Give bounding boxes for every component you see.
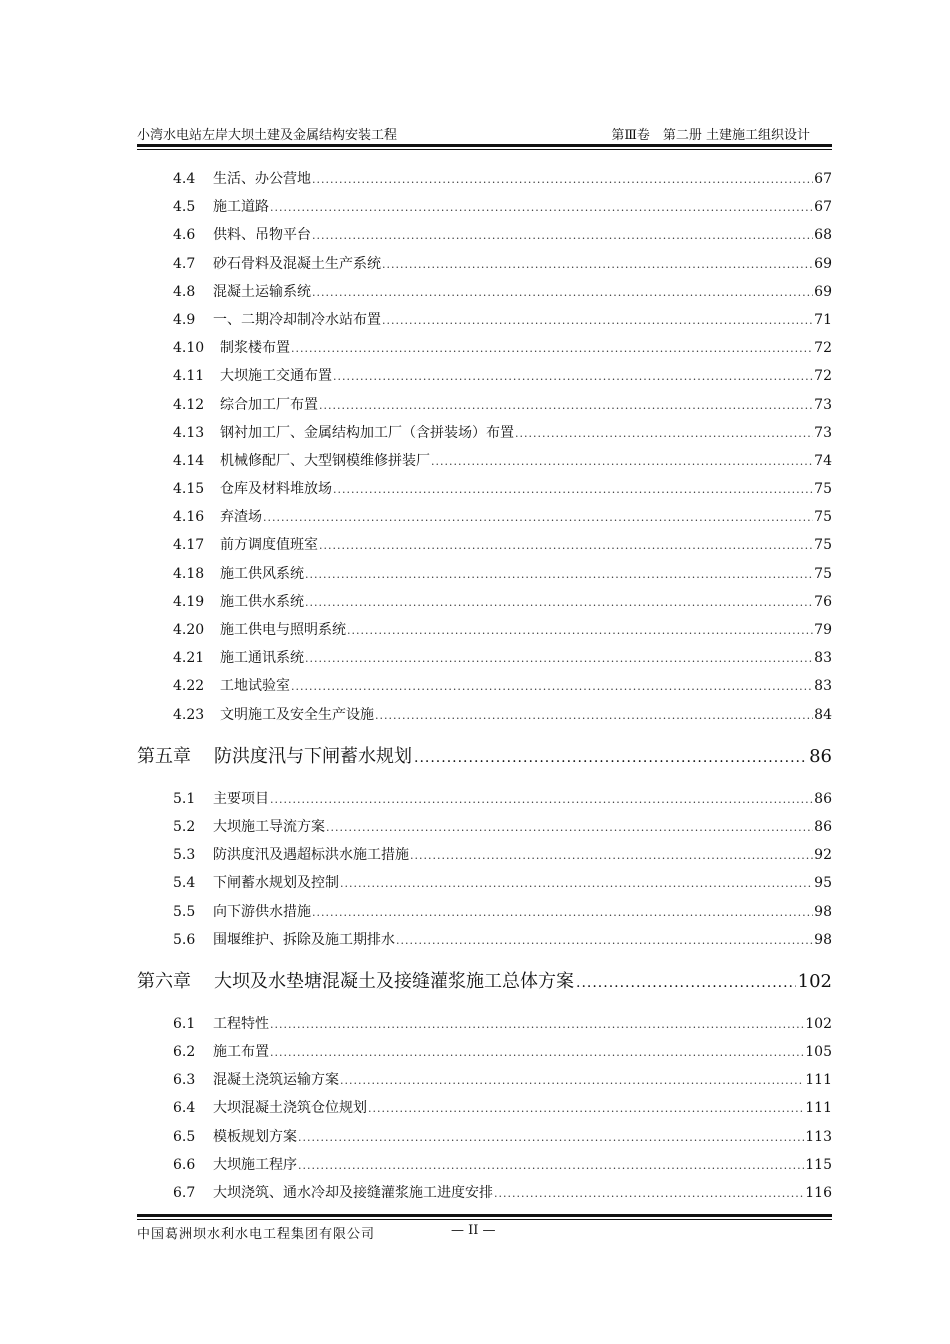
entry-number: 4.12 — [173, 396, 205, 413]
header-rule-thick — [137, 144, 832, 147]
leader-dots — [576, 966, 796, 1000]
entry-title: 施工供风系统 — [220, 565, 304, 582]
leader-dots — [333, 483, 813, 496]
toc-entry[interactable] — [137, 1154, 832, 1182]
entry-page: 69 — [814, 283, 832, 300]
toc-entry[interactable] — [137, 563, 832, 591]
entry-page: 111 — [805, 1072, 832, 1089]
entry-number: 4.8 — [173, 283, 196, 300]
leader-dots — [312, 229, 813, 242]
toc-entry[interactable] — [137, 647, 832, 675]
leader-dots — [298, 1159, 804, 1172]
entry-page: 102 — [805, 1015, 832, 1032]
entry-number: 4.14 — [173, 452, 205, 469]
entry-page: 73 — [814, 424, 832, 441]
entry-title: 大坝施工程序 — [213, 1156, 297, 1173]
entry-number: 5.6 — [173, 931, 196, 948]
entry-title: 施工通讯系统 — [220, 650, 304, 667]
page-header — [137, 120, 832, 142]
chapter-number: 第五章 — [137, 745, 191, 767]
leader-dots — [382, 258, 813, 271]
entry-title: 防洪度汛及遇超标洪水施工措施 — [213, 847, 409, 864]
toc-entry[interactable] — [137, 1069, 832, 1097]
toc-section-4 — [137, 168, 832, 732]
entry-number: 4.7 — [173, 255, 196, 272]
header-rule-thin — [137, 149, 832, 150]
entry-number: 6.7 — [173, 1185, 196, 1201]
entry-title: 大坝施工交通布置 — [220, 368, 332, 385]
entry-number: 5.5 — [173, 903, 196, 920]
entry-page: 71 — [814, 311, 832, 328]
toc-entry[interactable] — [137, 253, 832, 281]
leader-dots — [305, 652, 813, 665]
leader-dots — [319, 399, 813, 412]
entry-number: 4.10 — [173, 340, 205, 357]
entry-number: 4.4 — [173, 171, 196, 187]
entry-title: 制浆楼布置 — [220, 340, 290, 357]
leader-dots — [312, 286, 813, 299]
toc-entry[interactable] — [137, 844, 832, 872]
entry-page: 69 — [814, 255, 832, 272]
leader-dots — [270, 201, 813, 214]
toc-entry[interactable] — [137, 901, 832, 929]
entry-title: 机械修配厂、大型钢模维修拼装厂 — [220, 452, 430, 469]
leader-dots — [347, 624, 813, 637]
entry-page: 86 — [814, 790, 832, 807]
entry-number: 6.6 — [173, 1156, 196, 1173]
entry-page: 95 — [814, 875, 832, 892]
leader-dots — [375, 709, 813, 722]
entry-number: 6.3 — [173, 1072, 196, 1089]
leader-dots — [431, 455, 813, 468]
toc-entry[interactable] — [137, 394, 832, 422]
entry-title: 围堰维护、拆除及施工期排水 — [213, 931, 395, 948]
entry-number: 6.4 — [173, 1100, 196, 1117]
entry-page: 98 — [814, 903, 832, 920]
leader-dots — [291, 680, 813, 693]
entry-page: 72 — [814, 368, 832, 385]
entry-page: 73 — [814, 396, 832, 413]
entry-title: 综合加工厂布置 — [220, 396, 318, 413]
leader-dots — [291, 342, 813, 355]
entry-title: 下闸蓄水规划及控制 — [213, 875, 339, 892]
entry-title: 混凝土浇筑运输方案 — [213, 1072, 339, 1089]
entry-title: 弃渣场 — [220, 509, 262, 526]
entry-number: 4.13 — [173, 424, 205, 441]
toc-entry[interactable] — [137, 619, 832, 647]
entry-number: 4.19 — [173, 593, 205, 610]
header-project-title: 小湾水电站左岸大坝土建及金属结构安装工程 — [137, 128, 398, 143]
leader-dots — [270, 1046, 804, 1059]
entry-number: 4.6 — [173, 227, 196, 244]
leader-dots — [494, 1187, 804, 1200]
entry-title: 前方调度值班室 — [220, 537, 318, 554]
leader-dots — [298, 1131, 804, 1144]
entry-page: 76 — [814, 593, 832, 610]
chapter-number: 第六章 — [137, 970, 191, 992]
entry-number: 4.16 — [173, 509, 205, 526]
toc-entry[interactable] — [137, 1041, 832, 1069]
entry-page: 115 — [805, 1156, 832, 1173]
entry-title: 文明施工及安全生产设施 — [220, 706, 374, 723]
toc-section-6 — [137, 1013, 832, 1210]
entry-number: 6.1 — [173, 1015, 196, 1032]
entry-page: 67 — [814, 199, 832, 216]
toc-entry[interactable] — [137, 1182, 832, 1210]
entry-number: 4.17 — [173, 537, 205, 554]
toc-entry[interactable] — [137, 196, 832, 224]
leader-dots — [368, 1102, 804, 1115]
entry-title: 工程特性 — [213, 1015, 269, 1032]
entry-number: 4.21 — [173, 650, 205, 667]
entry-page: 75 — [814, 537, 832, 554]
toc-entry[interactable] — [137, 450, 832, 478]
leader-dots — [319, 539, 813, 552]
entry-title: 大坝施工导流方案 — [213, 818, 325, 835]
toc-section-5 — [137, 788, 832, 957]
toc-entry[interactable] — [137, 1013, 832, 1041]
leader-dots — [270, 793, 813, 806]
entry-number: 4.5 — [173, 199, 196, 216]
entry-number: 4.20 — [173, 622, 205, 638]
entry-title: 施工道路 — [213, 199, 269, 216]
toc-entry[interactable] — [137, 675, 832, 703]
entry-title: 主要项目 — [213, 790, 269, 807]
leader-dots — [340, 1074, 804, 1087]
entry-title: 向下游供水措施 — [213, 903, 311, 920]
entry-page: 83 — [814, 650, 832, 667]
entry-page: 92 — [814, 847, 832, 864]
entry-title: 供料、吊物平台 — [213, 227, 311, 244]
entry-number: 4.15 — [173, 481, 205, 498]
entry-page: 79 — [814, 622, 832, 638]
leader-dots — [270, 1018, 804, 1031]
entry-title: 大坝混凝土浇筑仓位规划 — [213, 1100, 367, 1117]
entry-page: 98 — [814, 931, 832, 948]
entry-page: 113 — [805, 1128, 832, 1145]
entry-title: 仓库及材料堆放场 — [220, 481, 332, 498]
entry-title: 混凝土运输系统 — [213, 283, 311, 300]
chapter-title: 防洪度汛与下闸蓄水规划 — [214, 745, 412, 767]
toc-chapter-6[interactable] — [137, 965, 832, 999]
footer-page-number: — II — — [451, 1223, 496, 1238]
leader-dots — [305, 596, 813, 609]
entry-number: 5.3 — [173, 847, 196, 864]
entry-number: 5.1 — [173, 790, 196, 807]
entry-page: 75 — [814, 565, 832, 582]
toc-entry[interactable] — [137, 224, 832, 252]
toc-entry[interactable] — [137, 168, 832, 196]
toc-chapter-5[interactable] — [137, 740, 832, 774]
leader-dots — [312, 173, 813, 186]
toc-entry[interactable] — [137, 506, 832, 534]
entry-page: 86 — [814, 818, 832, 835]
entry-title: 施工布置 — [213, 1044, 269, 1061]
toc-entry[interactable] — [137, 478, 832, 506]
entry-title: 大坝浇筑、通水冷却及接缝灌浆施工进度安排 — [213, 1185, 493, 1201]
entry-number: 6.5 — [173, 1128, 196, 1145]
entry-number: 5.4 — [173, 875, 196, 892]
footer-rule-thin — [137, 1219, 832, 1220]
entry-page: 75 — [814, 509, 832, 526]
entry-number: 4.9 — [173, 311, 196, 328]
leader-dots — [515, 427, 813, 440]
entry-page: 68 — [814, 227, 832, 244]
leader-dots — [414, 741, 807, 775]
entry-page: 67 — [814, 171, 832, 187]
entry-number: 5.2 — [173, 818, 196, 835]
footer-rule-thick — [137, 1214, 832, 1217]
leader-dots — [333, 370, 813, 383]
toc-entry[interactable] — [137, 1126, 832, 1154]
entry-page: 84 — [814, 706, 832, 723]
chapter-title: 大坝及水垫塘混凝土及接缝灌浆施工总体方案 — [214, 970, 574, 992]
toc-entry[interactable] — [137, 1097, 832, 1125]
leader-dots — [410, 849, 813, 862]
entry-title: 砂石骨料及混凝土生产系统 — [213, 255, 381, 272]
toc-entry[interactable] — [137, 337, 832, 365]
entry-page: 72 — [814, 340, 832, 357]
leader-dots — [396, 934, 813, 947]
toc-entry[interactable] — [137, 816, 832, 844]
toc-entry[interactable] — [137, 704, 832, 732]
toc-entry[interactable] — [137, 788, 832, 816]
entry-page: 111 — [805, 1100, 832, 1117]
chapter-page: 86 — [809, 745, 832, 767]
entry-number: 4.22 — [173, 678, 205, 695]
leader-dots — [382, 314, 813, 327]
header-volume-title: 第Ⅲ卷 第二册 土建施工组织设计 — [611, 128, 810, 143]
entry-page: 75 — [814, 481, 832, 498]
entry-title: 施工供水系统 — [220, 593, 304, 610]
toc-entry[interactable] — [137, 872, 832, 900]
entry-title: 模板规划方案 — [213, 1128, 297, 1145]
toc-entry[interactable] — [137, 281, 832, 309]
chapter-page: 102 — [797, 970, 832, 992]
leader-dots — [312, 906, 813, 919]
entry-title: 钢衬加工厂、金属结构加工厂（含拼装场）布置 — [220, 424, 514, 441]
leader-dots — [305, 568, 813, 581]
table-of-contents — [137, 168, 832, 1210]
entry-number: 4.11 — [173, 368, 205, 385]
toc-entry[interactable] — [137, 422, 832, 450]
entry-page: 105 — [805, 1044, 832, 1061]
entry-number: 4.23 — [173, 706, 205, 723]
toc-entry[interactable] — [137, 591, 832, 619]
leader-dots — [326, 821, 813, 834]
toc-entry[interactable] — [137, 534, 832, 562]
entry-number: 4.18 — [173, 565, 205, 582]
entry-number: 6.2 — [173, 1044, 196, 1061]
entry-page: 116 — [805, 1185, 832, 1201]
entry-title: 生活、办公营地 — [213, 171, 311, 187]
footer-company: 中国葛洲坝水利水电工程集团有限公司 — [137, 1227, 376, 1242]
toc-entry[interactable] — [137, 365, 832, 393]
leader-dots — [263, 511, 813, 524]
entry-title: 工地试验室 — [220, 678, 290, 695]
leader-dots — [340, 877, 813, 890]
toc-entry[interactable] — [137, 929, 832, 957]
entry-title: 施工供电与照明系统 — [220, 622, 346, 638]
entry-title: 一、二期冷却制冷水站布置 — [213, 311, 381, 328]
toc-entry[interactable] — [137, 309, 832, 337]
entry-page: 74 — [814, 452, 832, 469]
entry-page: 83 — [814, 678, 832, 695]
